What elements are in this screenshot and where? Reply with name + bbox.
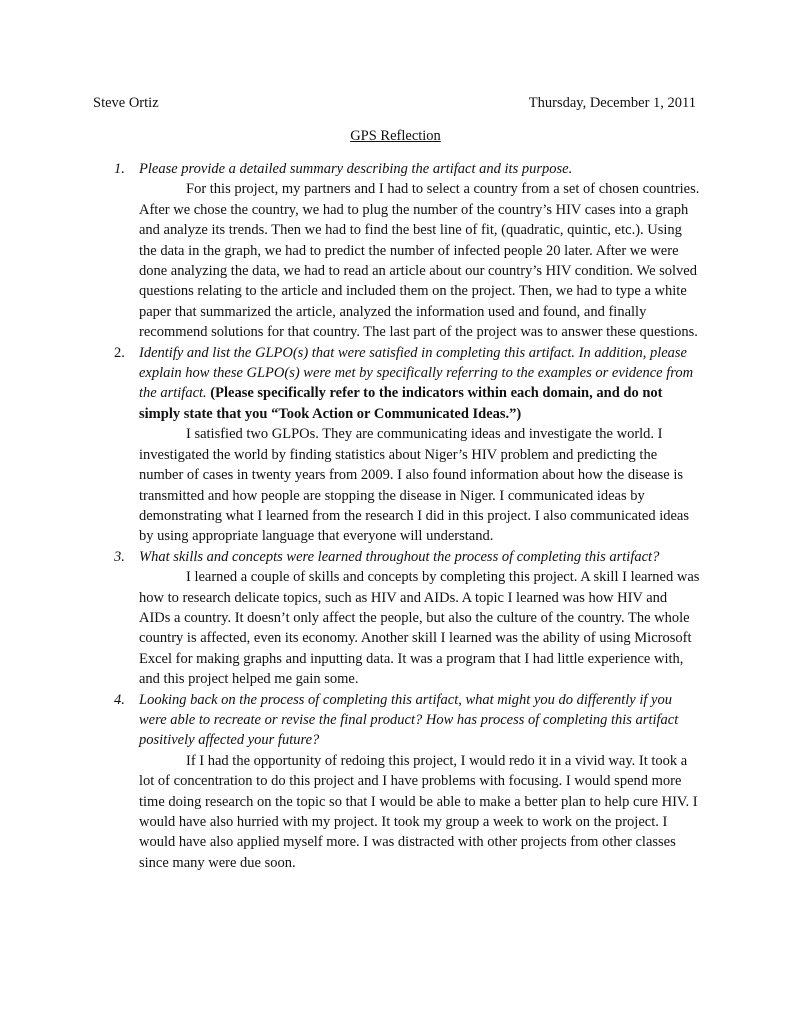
item-question-emphasis: (Please specifically refer to the indicators within each domain, and do not simply state that you “Took Action or Communicated Ideas.”) — [139, 385, 663, 422]
item-number: 4. — [114, 691, 125, 708]
reflection-item-1 — [114, 159, 701, 343]
document-title-wrapper — [0, 126, 791, 146]
item-number: 1. — [114, 161, 125, 177]
item-number: 3. — [114, 548, 125, 565]
item-question: What skills and concepts were learned throughout the process of completing this artifact? — [139, 548, 660, 565]
item-answer: I satisfied two GLPOs. They are communicating ideas and investigate the world. I investigated the world by finding statistics about Niger’s HIV problem and predicting the number of cases in twenty years from 2009. I also found information about how the disease is transmitted and how people are stopping the disease in Niger. I communicated ideas by demonstrating what I learned from the research I did in this project. I also communicated ideas by using appropriate language that everyone will understand. — [139, 426, 690, 545]
item-question-block — [139, 343, 701, 425]
reflection-item-4 — [114, 690, 701, 874]
item-answer: For this project, my partners and I had to select a country from a set of chosen countries. After we chose the country, we had to plug the number of the country’s HIV cases into a graph and analyze its trends. Then we had to find the best line of fit, (quadratic, quintic, etc.). Using the data in the graph, we had to predict the number of infected people 20 later. After we were done analyzing the data, we had to read an article about our country’s HIV condition. We solved questions relating to the article and included them on the project. Then, we had to type a white paper that summarized the article, analyzed the information used and found, and finally recommend solutions for that country. The last part of the project was to answer these questions. — [139, 181, 700, 341]
reflection-list — [114, 159, 701, 873]
item-question: Looking back on the process of completing this artifact, what might you do differently if you were able to recreate or revise the final product? How has process of completing this artifact positively affected your future? — [139, 691, 679, 749]
item-answer: I learned a couple of skills and concepts by completing this project. A skill I learned was how to research delicate topics, such as HIV and AIDs. A topic I learned was how HIV and AIDs a country. It doesn’t only affect the people, but also the culture of the country. The whole country is affected, even its economy. Another skill I learned was the ability of using Microsoft Excel for making graphs and inputting data. It was a program that I had little experience with, and this project helped me gain some. — [139, 569, 700, 688]
reflection-item-2 — [114, 343, 701, 547]
item-number: 2. — [114, 344, 125, 361]
item-question: Identify and list the GLPO(s) that were satisfied in completing this artifact. In addition, please explain how these GLPO(s) were met by specifically referring to the examples or evidence from the artifact. — [139, 344, 694, 402]
author-name: Steve Ortiz — [93, 95, 159, 111]
item-question: Please provide a detailed summary describing the artifact and its purpose. — [139, 161, 573, 177]
document-date: Thursday, December 1, 2011 — [528, 95, 696, 111]
document-title: GPS Reflection — [350, 128, 441, 144]
item-answer: If I had the opportunity of redoing this project, I would redo it in a vivid way. It took a lot of concentration to do this project and I have problems with focusing. I would spend more time doing research on the topic so that I would be able to make a better plan to help cure HIV. I would have also hurried with my project. It took my group a week to work on the project. I would have also applied myself more. I was distracted with other projects from other classes since many were due soon. — [139, 752, 698, 871]
reflection-item-3 — [114, 547, 701, 690]
